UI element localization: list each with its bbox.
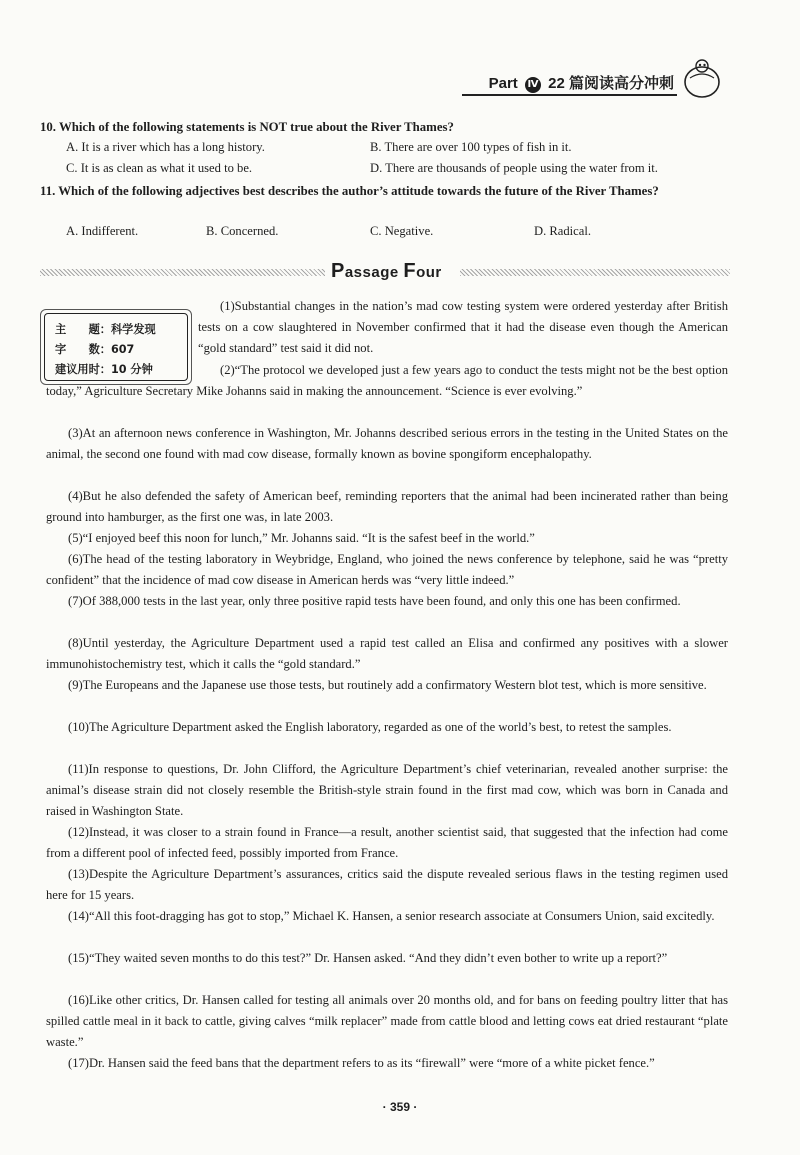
paragraph: (7)Of 388,000 tests in the last year, only three positive rapid tests have been found, and only this one has been confirmed. <box>68 594 681 608</box>
running-header <box>462 70 732 98</box>
option-b: B. There are over 100 types of fish in it. <box>370 140 572 154</box>
title-ornament-left <box>40 269 325 276</box>
suggested-time-row: 建议用时：10 分钟 <box>55 363 153 376</box>
question-10 <box>40 117 730 138</box>
passage-title-bar <box>40 260 730 284</box>
passage-title: Passage Four <box>327 260 446 283</box>
paragraph: (10)The Agriculture Department asked the English laboratory, regarded as one of the world’s best, to retest the samples. <box>68 720 672 734</box>
topic-row: 主 题：科学发现 <box>55 323 156 336</box>
page-number: · 359 · <box>382 1100 418 1114</box>
paragraph: (2)“The protocol we developed just a few years ago to conduct the tests might not be the best option today,” Agriculture Secretary Mike Johanns said in making the announcement. “Science is ever evolving.” <box>46 363 728 399</box>
paragraph: (15)“They waited seven months to do this test?” Dr. Hansen asked. “And they didn’t even bother to write up a report?” <box>68 951 668 965</box>
option-d: D. Radical. <box>534 224 592 238</box>
paragraph: (11)In response to questions, Dr. John Clifford, the Agriculture Department’s chief veterinarian, revealed another surprise: the animal’s disease strain did not closely resemble the British-style strain found in the first mad cow, which was born in Canada and raised in Washington State. <box>46 762 728 819</box>
paragraph: (1)Substantial changes in the nation’s mad cow testing system were ordered yesterday after British tests on a cow slaughtered in November confirmed that it had the disease even though the American “gold standard” test said it did not. <box>198 299 728 356</box>
paragraph: (4)But he also defended the safety of American beef, reminding reporters that the animal had been incinerated rather than being ground into hamburger, as the first one was, in late 2003. <box>46 489 728 525</box>
paragraph: (14)“All this foot-dragging has got to stop,” Michael K. Hansen, a senior research associate at Consumers Union, said excitedly. <box>68 909 715 923</box>
publisher-logo-icon <box>682 56 722 100</box>
paragraph: (6)The head of the testing laboratory in Weybridge, England, who joined the news conference by telephone, said he was “pretty confident” that the incidence of mad cow disease in American herds was “very little indeed.” <box>46 552 728 588</box>
question-stem: 11. Which of the following adjectives best describes the author’s attitude towards the future of the River Thames? <box>40 184 659 198</box>
paragraph: (5)“I enjoyed beef this noon for lunch,” Mr. Johanns said. “It is the safest beef in the world.” <box>68 531 535 545</box>
paragraph: (3)At an afternoon news conference in Washington, Mr. Johanns described serious errors in the testing in the United States on the animal, the second one found with mad cow disease, formally known as bovine spongiform encephalopathy. <box>46 426 728 462</box>
question-stem: 10. Which of the following statements is NOT true about the River Thames? <box>40 120 454 134</box>
paragraph: (17)Dr. Hansen said the feed bans that the department refers to as its “firewall” were “more of a white picket fence.” <box>68 1056 655 1070</box>
option-c: C. It is as clean as what it used to be. <box>66 161 253 175</box>
title-ornament-right <box>460 269 730 276</box>
paragraph: (8)Until yesterday, the Agriculture Department used a rapid test called an Elisa and confirmed any positives with a slower immunohistochemistry test, which it calls the “gold standard.” <box>46 636 728 672</box>
question-11 <box>40 181 726 202</box>
header-rule <box>462 94 677 96</box>
option-b: B. Concerned. <box>206 224 279 238</box>
header-part-label: Part <box>488 75 518 92</box>
paragraph: (16)Like other critics, Dr. Hansen called for testing all animals over 20 months old, and for bans on feeding poultry litter that has spilled cattle meal in it back to cattle, giving calves “milk replacer” made from cattle blood and letting cows eat dried restaurant “plate waste.” <box>46 993 728 1050</box>
paragraph: (9)The Europeans and the Japanese use those tests, but routinely add a confirmatory Western blot test, which is more sensitive. <box>68 678 707 692</box>
option-a: A. It is a river which has a long history. <box>66 140 265 154</box>
option-c: C. Negative. <box>370 224 434 238</box>
option-a: A. Indifferent. <box>66 224 139 238</box>
option-d: D. There are thousands of people using the water from it. <box>370 161 658 175</box>
header-title-text <box>489 72 674 93</box>
header-section-title: 22 篇阅读高分冲刺 <box>548 75 674 92</box>
word-count-row: 字 数：607 <box>55 343 135 356</box>
paragraph: (13)Despite the Agriculture Department’s assurances, critics said the dispute revealed serious flaws in the testing regimen used here for 15 years. <box>46 867 728 903</box>
paragraph: (12)Instead, it was closer to a strain found in France—a result, another scientist said, that suggested that the infection had come from a different pool of infected feed, possibly imported from France. <box>46 825 728 861</box>
part-number-badge: Ⅳ <box>525 77 541 93</box>
